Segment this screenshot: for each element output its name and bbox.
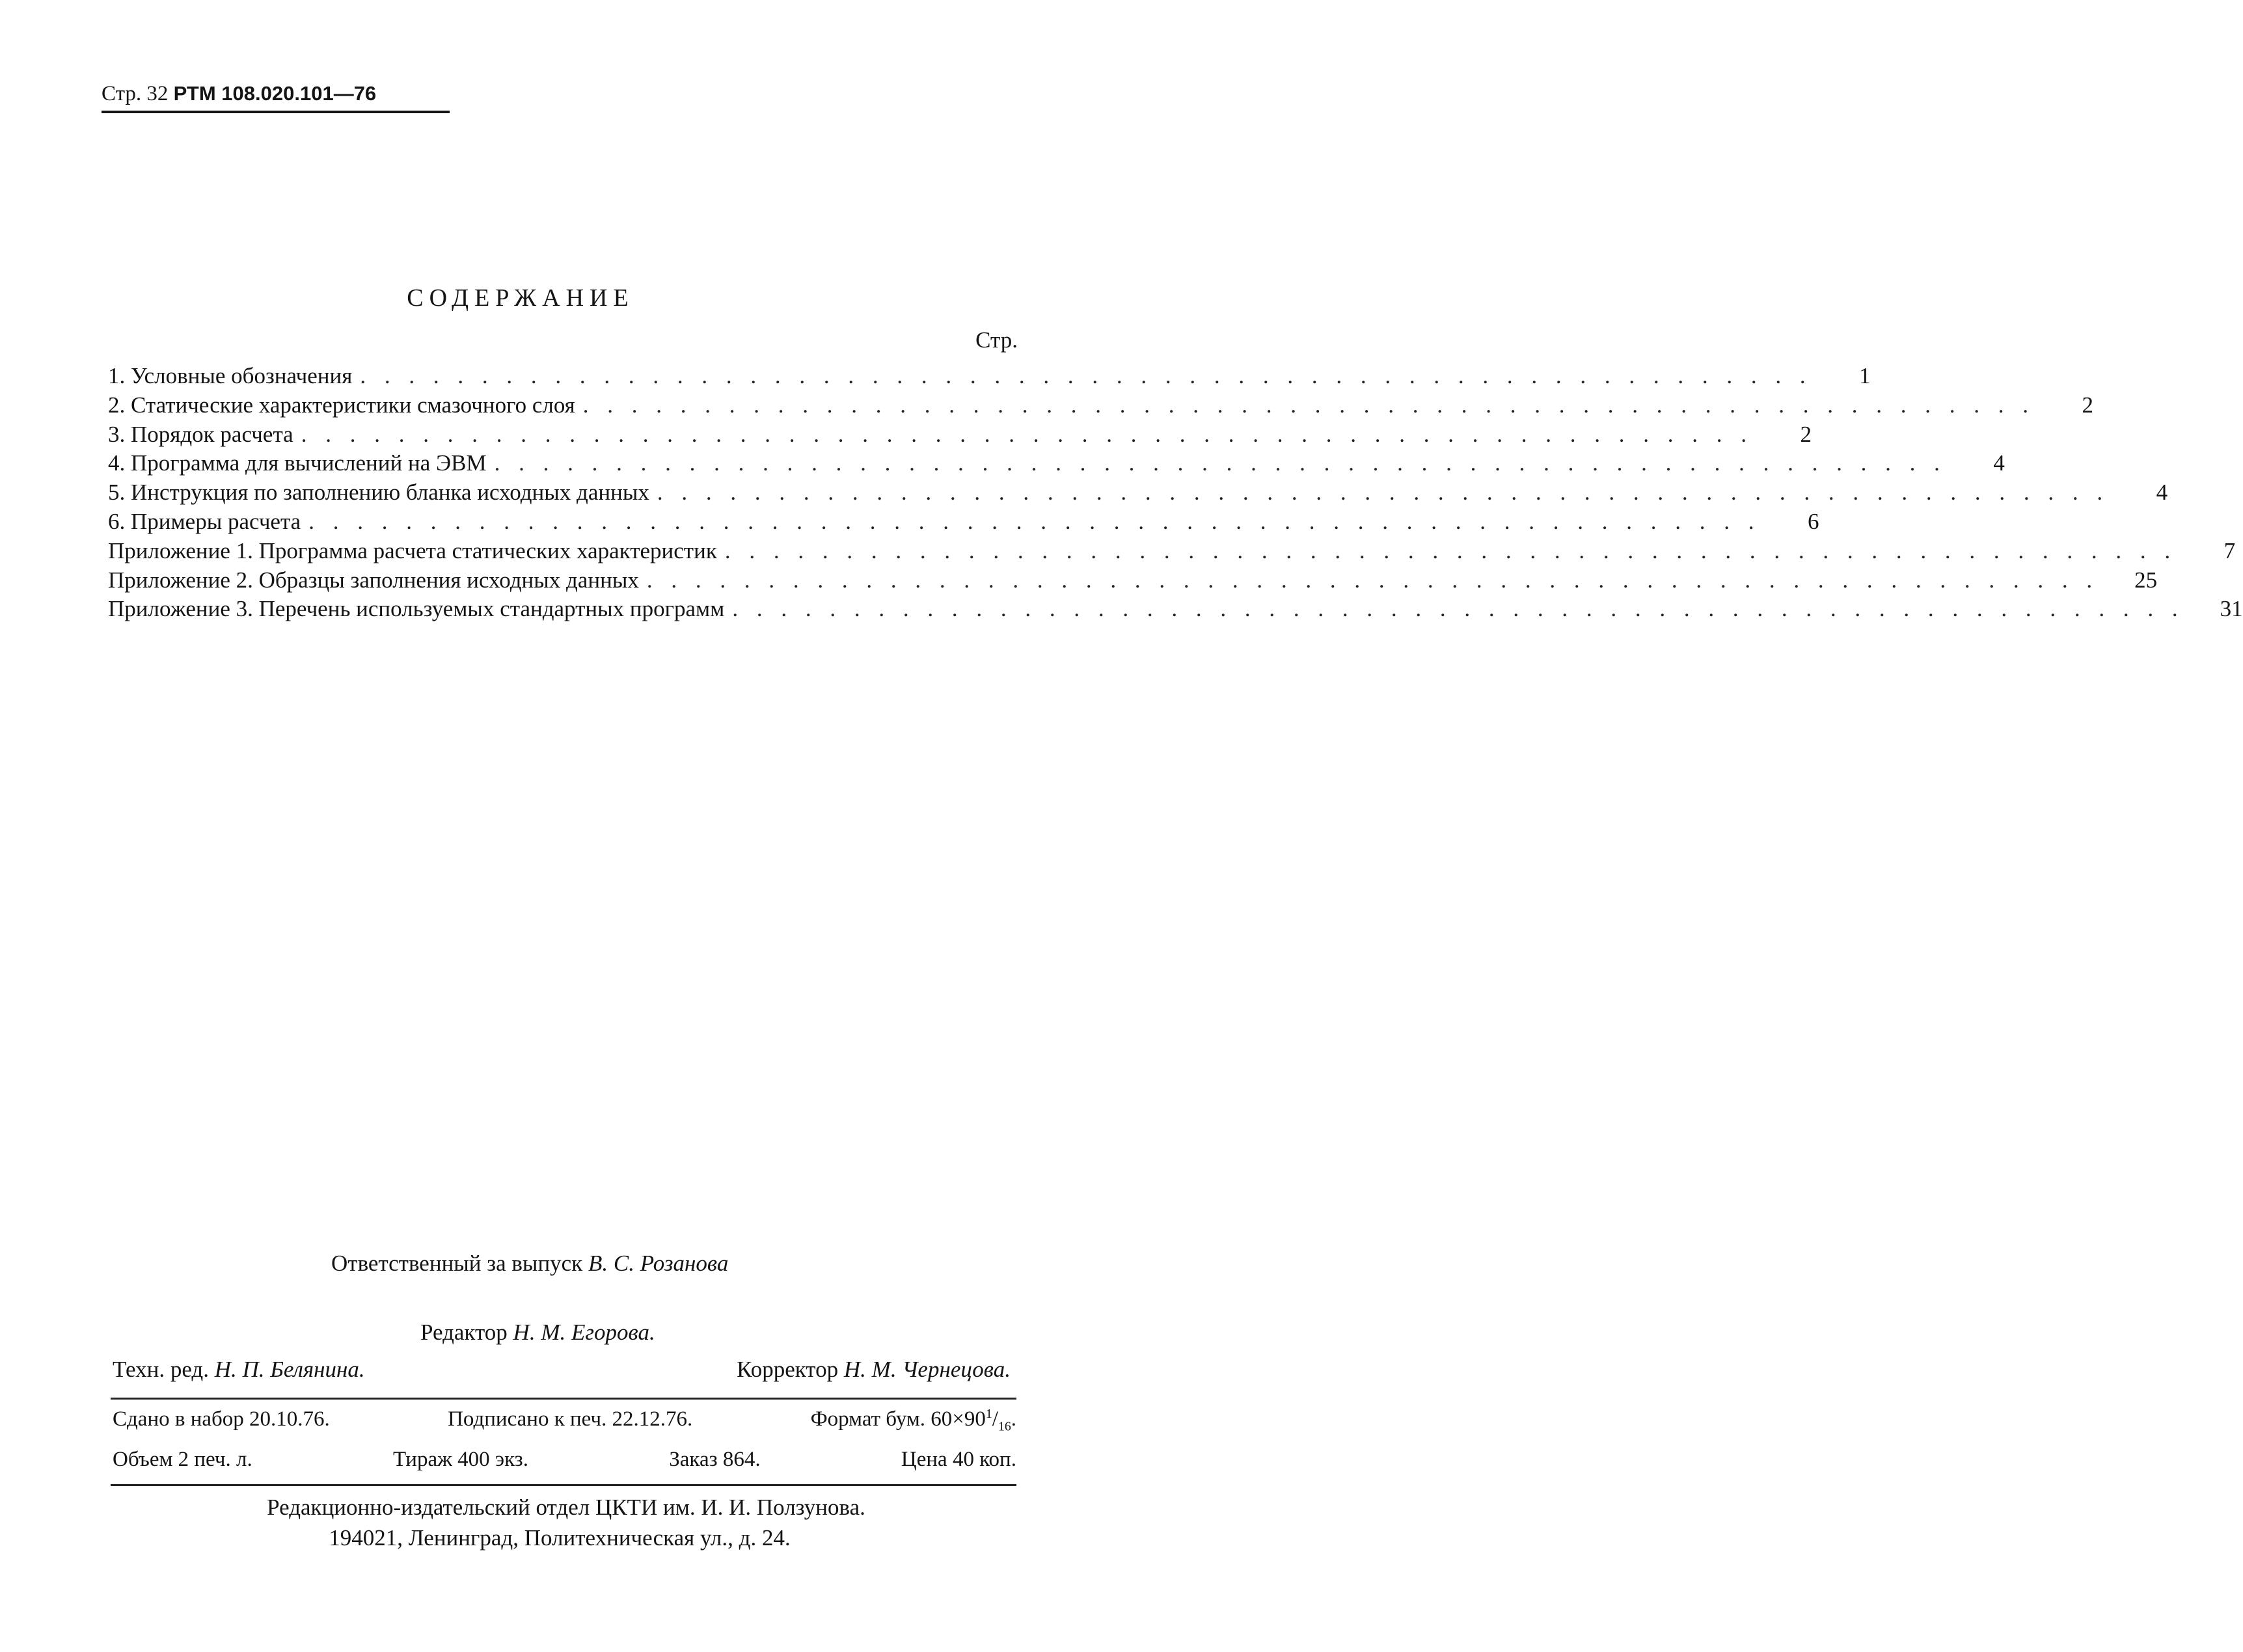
corrector-name: Н. М. Чернецова.	[843, 1357, 1011, 1382]
toc-leader-dots: . . . . . . . . . . . . . . . . . . . . . . . . . . . . . . . . . . . . . . . . . . . . . . . . . . . . . . . . . . . .	[308, 508, 1761, 534]
corrector-label: Корректор	[737, 1357, 839, 1382]
responsible-label: Ответственный за выпуск	[331, 1251, 583, 1276]
paper-format-denominator: 16	[998, 1419, 1011, 1434]
print-details-row-1	[113, 1407, 1016, 1434]
toc-entry-page: 6	[1807, 508, 1819, 534]
toc-leader-dots: . . . . . . . . . . . . . . . . . . . . . . . . . . . . . . . . . . . . . . . . . . . . . . . . . . . . . . . . . . . .	[646, 567, 2099, 593]
paper-format-prefix: Формат бум. 60×90	[810, 1407, 986, 1431]
page-number: Стр. 32	[102, 82, 169, 105]
publisher-address: 194021, Ленинград, Политехническая ул., д. 24.	[329, 1525, 791, 1550]
toc-leader-dots: . . . . . . . . . . . . . . . . . . . . . . . . . . . . . . . . . . . . . . . . . . . . . . . . . . . . . . . . . . . .	[494, 450, 1946, 476]
order-number: Заказ 864.	[669, 1448, 761, 1471]
toc-entry	[108, 363, 1871, 392]
divider-bottom	[111, 1484, 1016, 1486]
toc-entry	[108, 450, 2005, 480]
signed-date: Подписано к печ. 22.12.76.	[448, 1407, 693, 1431]
editor-label: Редактор	[420, 1320, 508, 1345]
typeset-date: Сдано в набор 20.10.76.	[113, 1407, 330, 1431]
toc-entry	[108, 596, 2243, 625]
price: Цена 40 коп.	[901, 1448, 1016, 1471]
toc-entry	[108, 567, 2158, 597]
tech-editor-line	[113, 1357, 365, 1383]
page-header	[102, 77, 450, 113]
responsible-name: В. С. Розанова	[588, 1251, 729, 1276]
table-of-contents	[108, 363, 2243, 625]
toc-entry-label: 3. Порядок расчета	[108, 421, 293, 447]
editor-line	[420, 1320, 655, 1346]
toc-entry-page: 2	[1800, 421, 1812, 447]
publisher: Редакционно-издательский отдел ЦКТИ им. И. И. Ползунова.	[267, 1495, 865, 1520]
paper-format	[810, 1407, 1016, 1434]
divider-top	[111, 1398, 1016, 1400]
toc-entry-page: 1	[1859, 363, 1871, 388]
toc-leader-dots: . . . . . . . . . . . . . . . . . . . . . . . . . . . . . . . . . . . . . . . . . . . . . . . . . . . . . . . . . . . .	[657, 480, 2110, 506]
toc-leader-dots: . . . . . . . . . . . . . . . . . . . . . . . . . . . . . . . . . . . . . . . . . . . . . . . . . . . . . . . . . . . .	[724, 537, 2177, 563]
tech-editor-label: Техн. ред.	[113, 1357, 209, 1382]
editor-name: Н. М. Егорова.	[513, 1320, 655, 1345]
toc-entry-page: 4	[2156, 480, 2168, 506]
tech-editor-name: Н. П. Белянина.	[214, 1357, 365, 1382]
toc-entry-page: 25	[2134, 567, 2158, 593]
corrector-line	[737, 1357, 1011, 1383]
toc-leader-dots: . . . . . . . . . . . . . . . . . . . . . . . . . . . . . . . . . . . . . . . . . . . . . . . . . . . . . . . . . . . .	[360, 363, 1812, 388]
toc-leader-dots: . . . . . . . . . . . . . . . . . . . . . . . . . . . . . . . . . . . . . . . . . . . . . . . . . . . . . . . . . . . .	[301, 421, 1753, 447]
toc-entry-label: Приложение 1. Программа расчета статических характеристик	[108, 537, 717, 563]
toc-entry-label: 2. Статические характеристики смазочного слоя	[108, 392, 575, 418]
toc-entry-page: 4	[1993, 450, 2005, 476]
toc-entry	[108, 392, 2094, 422]
responsible-line	[331, 1251, 728, 1277]
toc-entry-label: Приложение 3. Перечень используемых стандартных программ	[108, 596, 725, 622]
page-column-label: Стр.	[975, 327, 1018, 353]
print-run: Тираж 400 экз.	[392, 1448, 528, 1471]
toc-entry	[108, 480, 2168, 509]
toc-entry	[108, 508, 1819, 538]
toc-entry-label: 5. Инструкция по заполнению бланка исходных данных	[108, 480, 649, 506]
paper-format-numerator: 1	[985, 1407, 992, 1421]
paper-format-end: .	[1011, 1407, 1016, 1431]
document-code: РТМ 108.020.101—76	[173, 82, 377, 105]
toc-entry-label: 6. Примеры расчета	[108, 508, 301, 534]
toc-entry-page: 7	[2223, 537, 2236, 563]
paper-format-slash: /	[992, 1407, 998, 1431]
toc-entry	[108, 537, 2236, 567]
toc-entry-label: 4. Программа для вычислений на ЭВМ	[108, 450, 487, 476]
print-details-row-2	[113, 1448, 1016, 1472]
toc-entry-label: Приложение 2. Образцы заполнения исходных данных	[108, 567, 639, 593]
toc-leader-dots: . . . . . . . . . . . . . . . . . . . . . . . . . . . . . . . . . . . . . . . . . . . . . . . . . . . . . . . . . . . .	[582, 392, 2035, 418]
contents-title: СОДЕРЖАНИЕ	[407, 284, 634, 312]
toc-entry	[108, 421, 1812, 451]
print-volume: Объем 2 печ. л.	[113, 1448, 252, 1471]
toc-entry-label: 1. Условные обозначения	[108, 363, 353, 388]
toc-entry-page: 2	[2082, 392, 2094, 418]
toc-entry-page: 31	[2220, 596, 2243, 622]
toc-leader-dots: . . . . . . . . . . . . . . . . . . . . . . . . . . . . . . . . . . . . . . . . . . . . . . . . . . . . . . . . . . . .	[732, 596, 2184, 622]
